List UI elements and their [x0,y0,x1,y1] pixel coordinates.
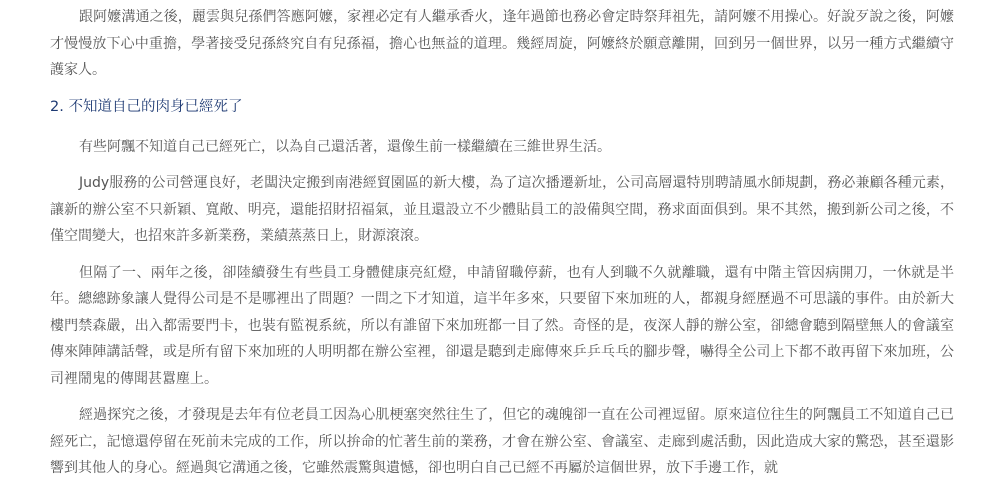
paragraph-investigation: 經過探究之後，才發現是去年有位老員工因為心肌梗塞突然往生了，但它的魂魄卻一直在公司裡逗留。原來這位往生的阿飄員工不知道自己已經死亡，記憶還停留在死前未完成的工作，所以拚命的忙著生前的業務，才會在辦公室、會議室、走廊到處活動，因此造成大家的驚恐，甚至還影響到其他人的身心。經過與它溝通之後，它雖然震驚與遺憾，卻也明白自己已經不再屬於這個世界，放下手邊工作，就 [50,407,954,476]
paragraph-grandma-conclusion: 跟阿嬤溝通之後，麗雲與兒孫們答應阿嬤，家裡必定有人繼承香火，逢年過節也務必會定時祭拜祖先，請阿嬤不用操心。好說歹說之後，阿嬤才慢慢放下心中重擔，學著接受兒孫終究自有兒孫福，擔心也無益的道理。幾經周旋，阿嬤終於願意離開，回到另一個世界，以另一種方式繼續守護家人。 [50,9,954,78]
article-body [50,0,954,482]
paragraph-strange-events: 但隔了一、兩年之後，卻陸續發生有些員工身體健康亮紅燈，申請留職停薪，也有人到職不久就離職，還有中階主管因病開刀，一休就是半年。總總跡象讓人覺得公司是不是哪裡出了問題？一問之下才知道，這半年多來，只要留下來加班的人，都親身經歷過不可思議的事件。由於新大樓門禁森嚴，出入都需要門卡，也裝有監視系統，所以有誰留下來加班都一目了然。奇怪的是，夜深人靜的辦公室，卻總會聽到隔壁無人的會議室傳來陣陣講話聲，或是所有留下來加班的人明明都在辦公室裡，卻還是聽到走廊傳來乒乒乓乓的腳步聲，嚇得全公司上下都不敢再留下來加班，公司裡鬧鬼的傳聞甚囂塵上。 [50,264,954,387]
paragraph-intro-unaware-ghosts: 有些阿飄不知道自己已經死亡，以為自己還活著，還像生前一樣繼續在三維世界生活。 [79,138,611,155]
section-heading-2: 2. 不知道自己的肉身已經死了 [50,98,243,115]
paragraph-judy-company-move: Judy服務的公司營運良好，老闆決定搬到南港經貿園區的新大樓，為了這次播遷新址，公司高層還特別聘請風水師規劃，務必兼顧各種元素，讓新的辦公室不只新穎、寬敞、明亮，還能招財招福氣，並且還設立不少體貼員工的設備與空間，務求面面俱到。果不其然，搬到新公司之後，不僅空間變大，也招來許多新業務，業績蒸蒸日上，財源滾滾。 [50,175,954,244]
